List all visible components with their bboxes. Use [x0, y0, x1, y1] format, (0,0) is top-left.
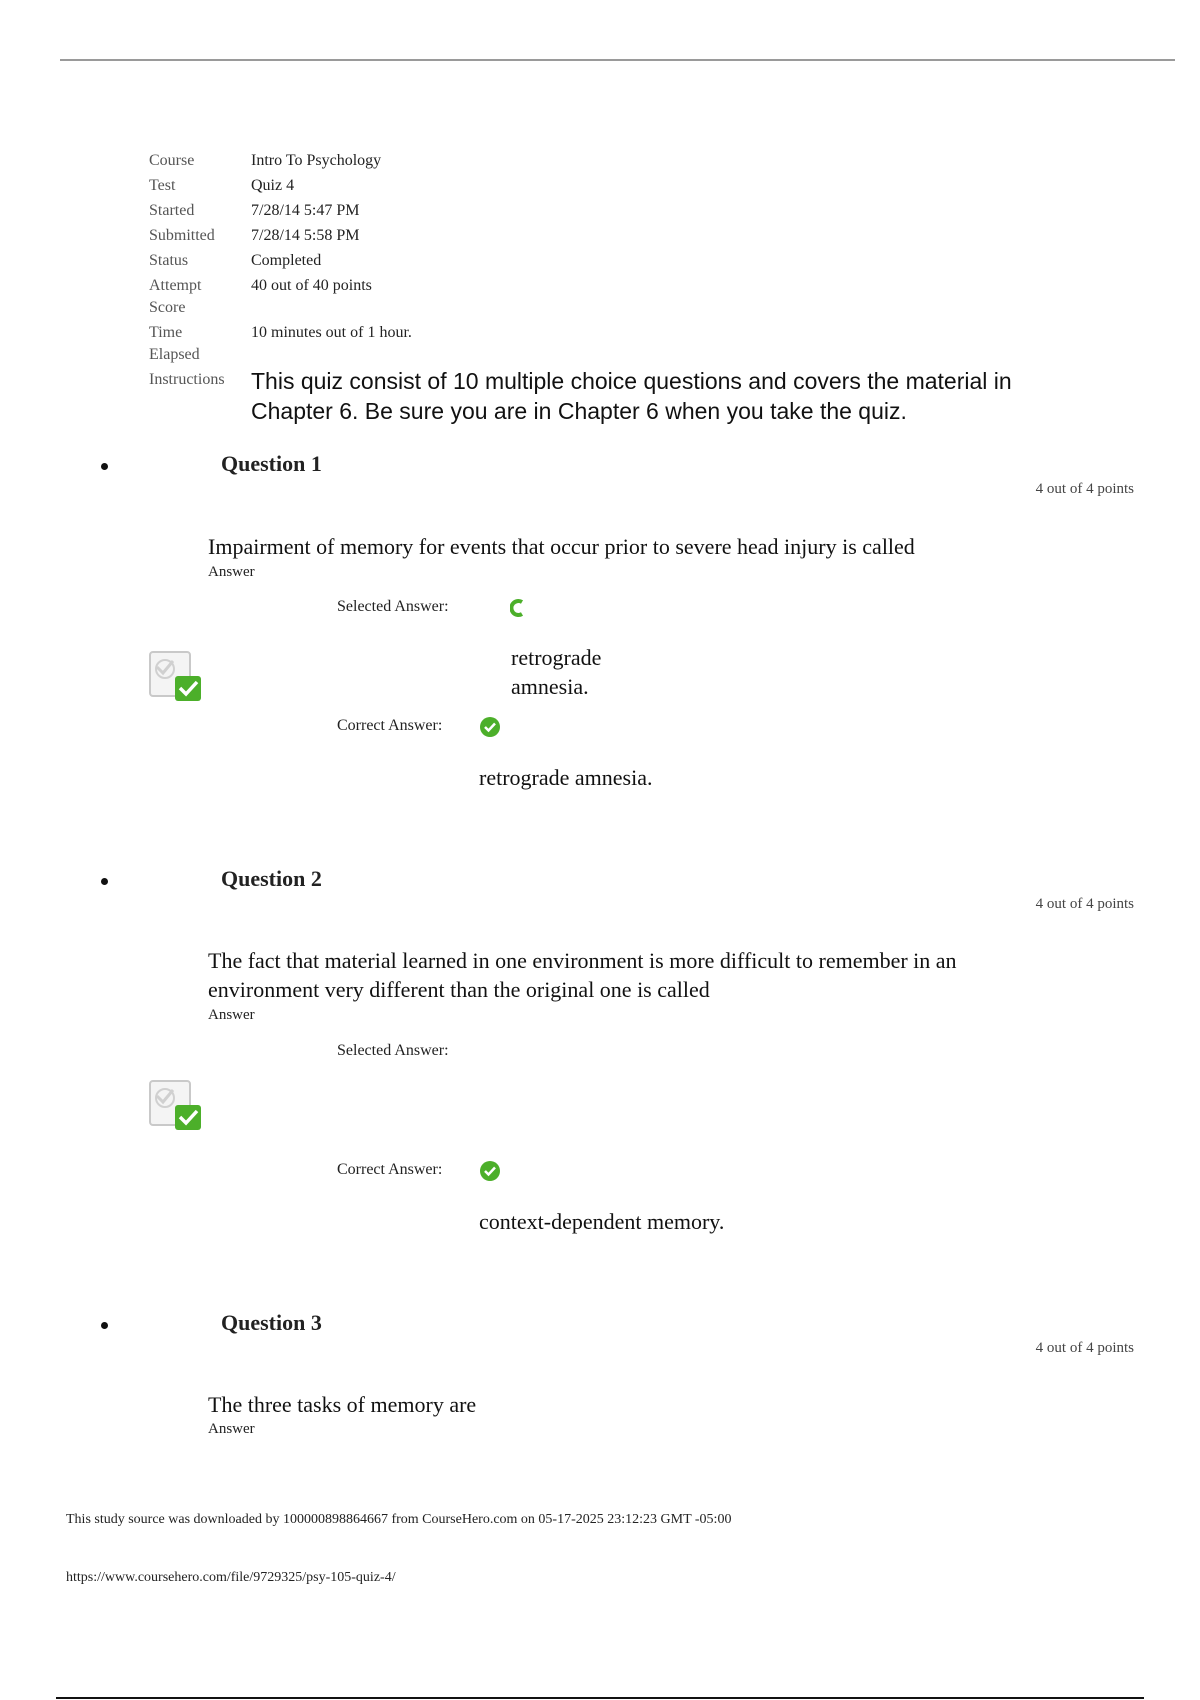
answer-heading: Answer — [208, 1421, 255, 1437]
question-title: Question 2 — [221, 866, 322, 891]
correct-result-icon — [149, 649, 203, 703]
bullet — [101, 878, 108, 885]
question-title: Question 3 — [221, 1310, 322, 1335]
info-label: Started — [149, 202, 195, 219]
info-label: Course — [149, 152, 195, 169]
question-points: 4 out of 4 points — [1035, 896, 1134, 912]
source-url[interactable]: https://www.coursehero.com/file/9729325/psy-105-quiz-4/ — [66, 1570, 396, 1585]
info-value: 7/28/14 5:47 PM — [251, 202, 360, 219]
info-label: Time Elapsed — [149, 324, 200, 363]
question-text: The fact that material learned in one environment is more difficult to remember in an environment very different than the original one is called — [208, 948, 957, 1002]
bottom-divider — [56, 1697, 1144, 1699]
top-divider — [60, 59, 1175, 61]
info-value: 40 out of 40 points — [251, 277, 372, 294]
selected-answer-label: Selected Answer: — [337, 598, 449, 615]
question-text: Impairment of memory for events that occur prior to severe head injury is called — [208, 534, 915, 559]
question-text: The three tasks of memory are — [208, 1392, 477, 1417]
selected-answer-text: retrograde amnesia. — [511, 645, 602, 699]
info-value: 10 minutes out of 1 hour. — [251, 324, 412, 341]
info-value: Quiz 4 — [251, 177, 295, 194]
bullet — [101, 1322, 108, 1329]
instructions-text: This quiz consist of 10 multiple choice questions and covers the material in Chapter 6. Be sure you are in Chapter 6 when you take the quiz. — [251, 368, 1012, 424]
info-label: Attempt Score — [149, 277, 202, 316]
selected-answer-label: Selected Answer: — [337, 1042, 449, 1059]
info-label: Status — [149, 252, 189, 269]
info-value: Completed — [251, 252, 322, 269]
answer-heading: Answer — [208, 564, 255, 580]
bullet — [101, 463, 108, 470]
partial-check-icon — [510, 598, 526, 618]
info-label: Test — [149, 177, 176, 194]
correct-answer-label: Correct Answer: — [337, 717, 443, 734]
question-points: 4 out of 4 points — [1035, 1340, 1134, 1356]
correct-result-icon — [149, 1078, 203, 1132]
check-icon — [480, 717, 500, 737]
answer-heading: Answer — [208, 1007, 255, 1023]
info-value: Intro To Psychology — [251, 152, 382, 169]
check-icon — [480, 1161, 500, 1181]
info-label: Submitted — [149, 227, 215, 244]
question-points: 4 out of 4 points — [1035, 481, 1134, 497]
info-label: Instructions — [149, 371, 225, 388]
correct-answer-text: retrograde amnesia. — [479, 765, 653, 790]
question-title: Question 1 — [221, 451, 322, 476]
correct-answer-label: Correct Answer: — [337, 1161, 443, 1178]
info-value: 7/28/14 5:58 PM — [251, 227, 360, 244]
correct-answer-text: context-dependent memory. — [479, 1209, 725, 1234]
download-notice: This study source was downloaded by 100000898864667 from CourseHero.com on 05-17-2025 23:12:23 GMT -05:00 — [66, 1512, 732, 1527]
